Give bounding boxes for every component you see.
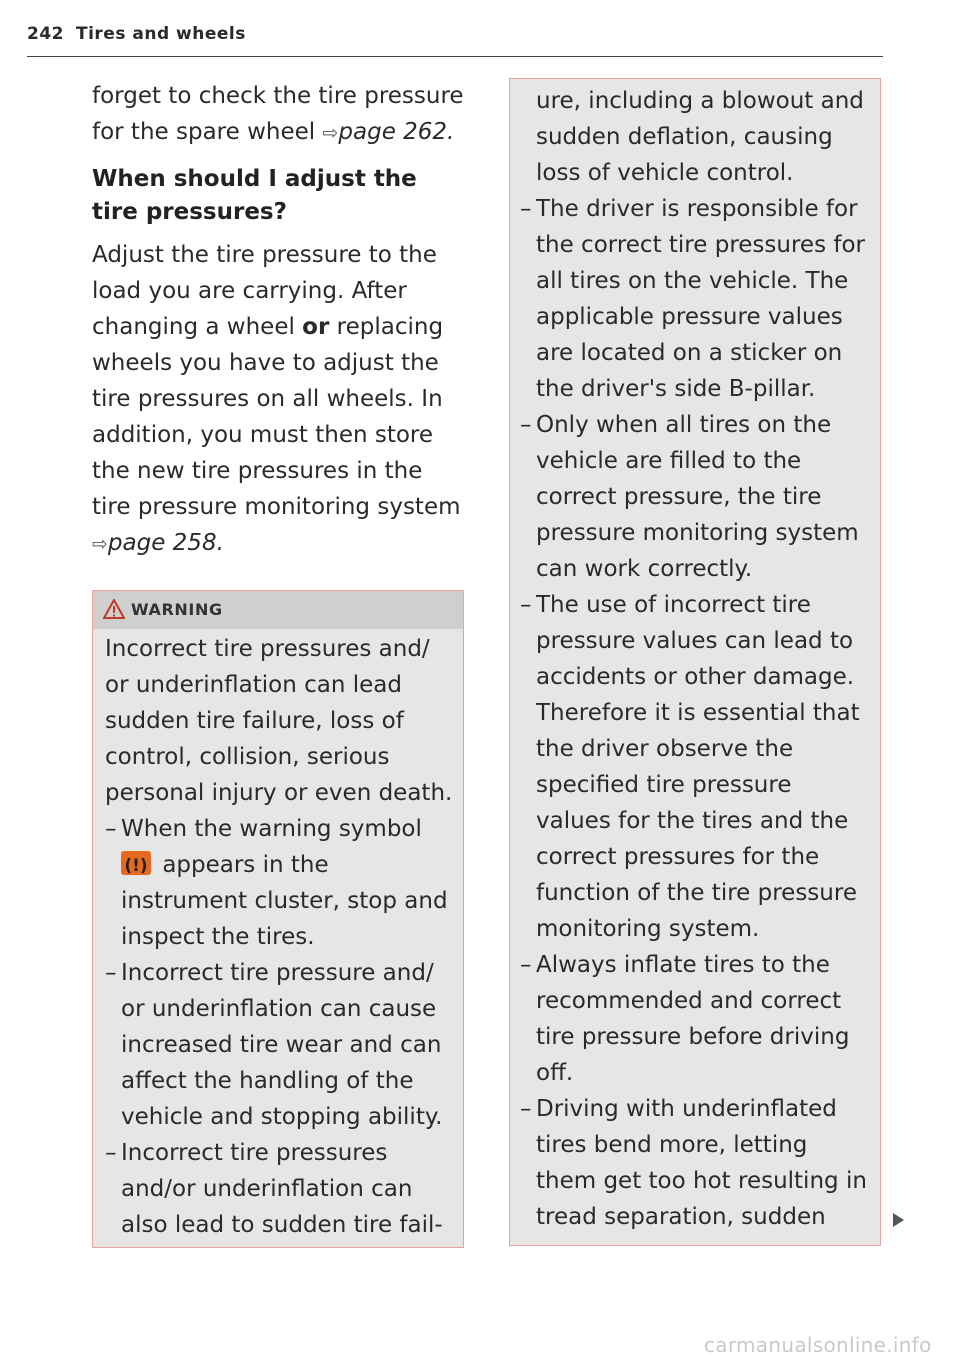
- warning-triangle-icon: [103, 595, 125, 633]
- warning-header: [93, 591, 463, 629]
- section-title: Tires and wheels: [76, 24, 246, 44]
- right-arrow-icon: ⇨: [92, 533, 108, 555]
- intro-paragraph: forget to check the tire pressure for the spare wheel ⇨page 262.: [92, 83, 464, 145]
- warning-continuation: ure, including a blowout and sudden deflation, causing loss of vehicle control.: [536, 88, 864, 186]
- watermark: carmanualsonline.info: [704, 1333, 932, 1357]
- left-column: [92, 78, 464, 1248]
- list-item: – Incorrect tire pressures and/or underinflation can also lead to sudden tire fail-: [105, 1140, 443, 1238]
- tire-pressure-warning-icon: (!): [121, 851, 151, 875]
- warning-box: [92, 590, 464, 1248]
- right-arrow-icon: ⇨: [322, 122, 339, 144]
- list-item: – Incorrect tire pressure and/ or underinflation can cause increased tire wear and can affect the handling of the vehicle and stopping ability.: [105, 960, 443, 1130]
- warning-box-continued: [509, 78, 881, 1246]
- list-item: – Always inflate tires to the recommended and correct tire pressure before driving off.: [520, 952, 850, 1086]
- page-reference-link[interactable]: ⇨page 262.: [322, 119, 455, 145]
- list-item: – Only when all tires on the vehicle are filled to the correct pressure, the tire pressure monitoring system can work correctly.: [520, 412, 859, 582]
- warning-title: WARNING: [131, 600, 223, 619]
- section-heading: When should I adjust the tire pressures?: [92, 166, 417, 225]
- adjust-paragraph: Adjust the tire pressure to the load you are carrying. After changing a wheel or replacing wheels you have to adjust the tire pressures on all wheels. In addition, you must then store the new tire pressures in the tire pressure monitoring system ⇨page 258.: [92, 242, 461, 556]
- page-header: [27, 24, 883, 57]
- page-number: 242: [27, 24, 64, 44]
- list-item: – The use of incorrect tire pressure values can lead to accidents or other damage. Therefore it is essential that the driver observe the specified tire pressure values for the tires and the correct pressures for the function of the tire pressure monitoring system.: [520, 592, 860, 942]
- list-item: – When the warning symbol (!) appears in the instrument cluster, stop and inspect the tires.: [105, 816, 448, 950]
- list-item: – Driving with underinflated tires bend more, letting them get too hot resulting in tread separation, sudden: [520, 1096, 867, 1230]
- list-item: – The driver is responsible for the correct tire pressures for all tires on the vehicle. The applicable pressure values are located on a sticker on the driver's side B-pillar.: [520, 196, 865, 402]
- continue-arrow-icon: [893, 1213, 904, 1227]
- warning-intro: Incorrect tire pressures and/ or underinflation can lead sudden tire failure, loss of control, collision, serious personal injury or even death.: [105, 636, 453, 806]
- page-reference-link[interactable]: ⇨page 258.: [92, 530, 224, 556]
- warning-body: [93, 629, 463, 1247]
